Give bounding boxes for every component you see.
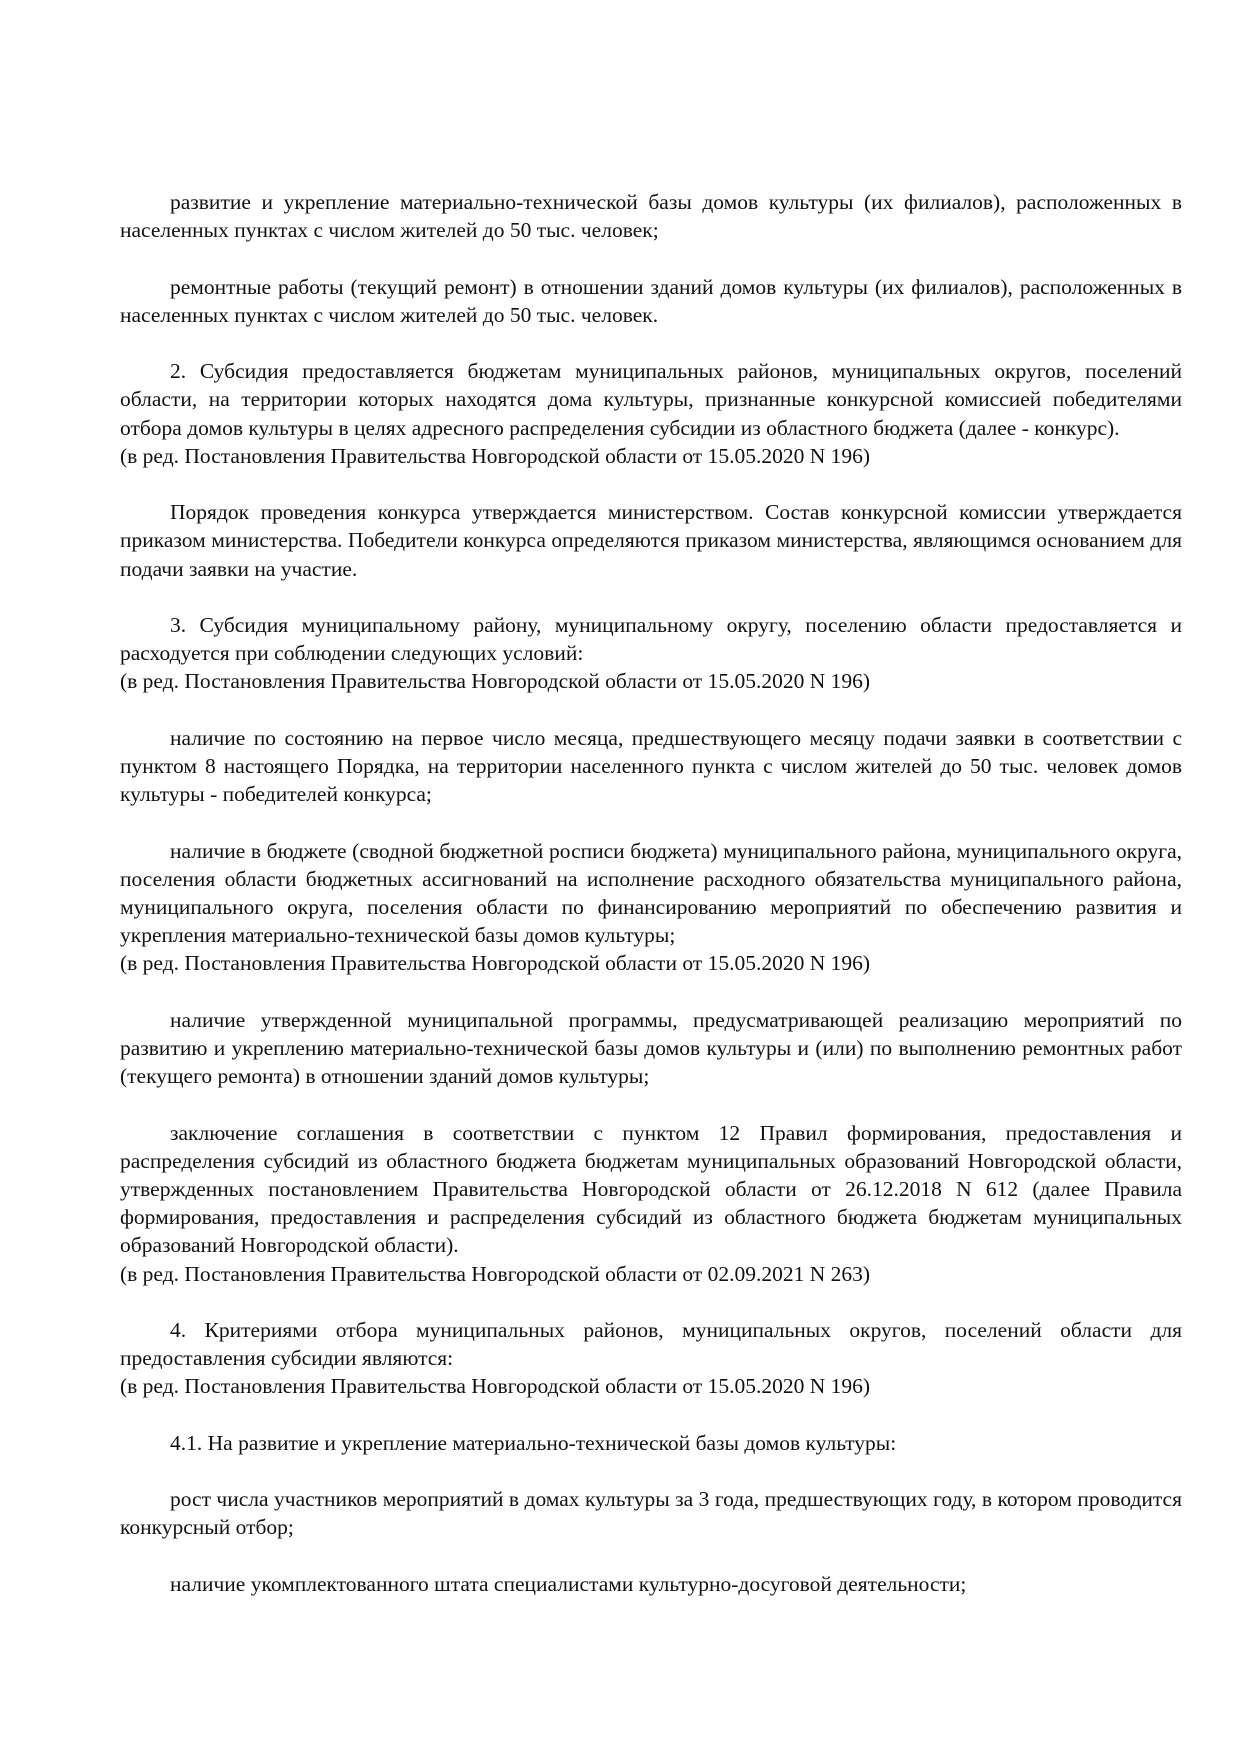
amendment-reference: (в ред. Постановления Правительства Новгородской области от 15.05.2020 N 196) (120, 951, 871, 976)
paragraph (120, 357, 1182, 470)
paragraph-text: 3. Субсидия муниципальному району, муниципальному округу, поселению области предоставляется и расходуется при соблюдении следующих условий: (120, 612, 1182, 666)
paragraph (120, 498, 1182, 583)
paragraph (120, 611, 1182, 696)
paragraph (120, 1006, 1182, 1091)
paragraph-text: заключение соглашения в соответствии с пунктом 12 Правил формирования, предоставления и распределения субсидий из областного бюджета бюджетам муниципальных образований Новгородской области, утвержденных постановлением Правительства Новгородской области от 26.12.2018 N 612 (далее Правила формирования, предоставления и распределения субсидий из областного бюджета бюджетам муниципальных образований Новгородской области). (120, 1120, 1182, 1258)
paragraph-text: развитие и укрепление материально-технической базы домов культуры (их филиалов), расположенных в населенных пунктах с числом жителей до 50 тыс. человек; (120, 190, 1182, 243)
paragraph-text: 2. Субсидия предоставляется бюджетам муниципальных районов, муниципальных округов, поселений области, на территории которых находятся дома культуры, признанные конкурсной комиссией победителями отбора домов культуры в целях адресного распределения субсидии из областного бюджета (далее - конкурс). (120, 359, 1182, 440)
paragraph-text: ремонтные работы (текущий ремонт) в отношении зданий домов культуры (их филиалов), расположенных в населенных пунктах с числом жителей до 50 тыс. человек. (120, 274, 1182, 327)
paragraph-text: рост числа участников мероприятий в домах культуры за 3 года, предшествующих году, в котором проводится конкурсный отбор; (120, 1487, 1182, 1540)
paragraph (120, 1570, 1182, 1598)
paragraph (120, 1485, 1182, 1541)
paragraph (120, 1119, 1182, 1288)
amendment-reference: (в ред. Постановления Правительства Новгородской области от 15.05.2020 N 196) (120, 1374, 871, 1399)
paragraph-text: 4. Критериями отбора муниципальных районов, муниципальных округов, поселений области для предоставления субсидии являются: (120, 1317, 1182, 1371)
paragraph (120, 188, 1182, 244)
document-page (120, 188, 1182, 1626)
amendment-reference: (в ред. Постановления Правительства Новгородской области от 02.09.2021 N 263) (120, 1261, 871, 1286)
paragraph (120, 1316, 1182, 1401)
paragraph (120, 837, 1182, 978)
paragraph-text: наличие утвержденной муниципальной программы, предусматривающей реализацию мероприятий по развитию и укреплению материально-технической базы домов культуры и (или) по выполнению ремонтных работ (текущего ремонта) в отношении зданий домов культуры; (120, 1007, 1182, 1089)
paragraph (120, 1429, 1182, 1457)
paragraph-text: наличие укомплектованного штата специалистами культурно-досуговой деятельности; (170, 1571, 967, 1596)
paragraph-text: Порядок проведения конкурса утверждается министерством. Состав конкурсной комиссии утверждается приказом министерства. Победители конкурса определяются приказом министерства, являющимся основанием для подачи заявки на участие. (120, 500, 1182, 581)
amendment-reference: (в ред. Постановления Правительства Новгородской области от 15.05.2020 N 196) (120, 669, 871, 694)
amendment-reference: (в ред. Постановления Правительства Новгородской области от 15.05.2020 N 196) (120, 443, 871, 468)
paragraph-text: наличие в бюджете (сводной бюджетной росписи бюджета) муниципального района, муниципального округа, поселения области бюджетных ассигнований на исполнение расходного обязательства муниципального района, муниципального округа, поселения области по финансированию мероприятий по обеспечению развития и укрепления материально-технической базы домов культуры; (120, 838, 1182, 948)
paragraph-text: 4.1. На развитие и укрепление материально-технической базы домов культуры: (170, 1430, 897, 1455)
paragraph (120, 724, 1182, 809)
paragraph-text: наличие по состоянию на первое число месяца, предшествующего месяцу подачи заявки в соответствии с пунктом 8 настоящего Порядка, на территории населенного пункта с числом жителей до 50 тыс. человек домов культуры - победителей конкурса; (120, 725, 1182, 807)
paragraph (120, 273, 1182, 329)
